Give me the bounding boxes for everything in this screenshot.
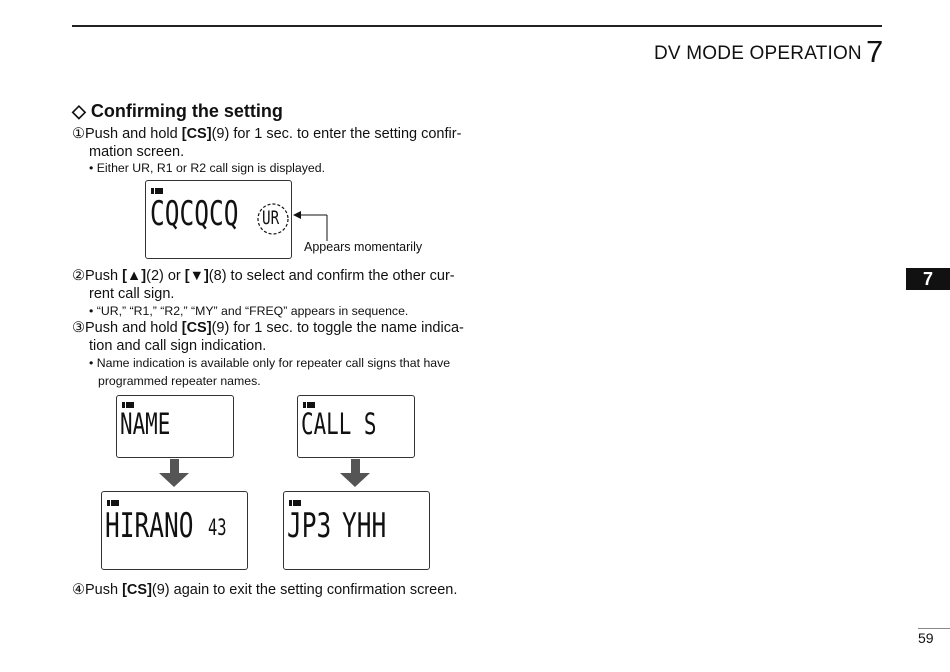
- footer-rule: [918, 628, 950, 629]
- down-arrow-head-icon: [340, 473, 370, 487]
- step-text: (2) or: [146, 268, 185, 284]
- key-label: [▼]: [184, 268, 209, 284]
- lcd-text: HIRANO: [105, 506, 194, 546]
- diamond-icon: ◇: [72, 101, 86, 121]
- key-label: [CS]: [122, 582, 152, 598]
- chapter-number: 7: [866, 34, 884, 69]
- section-title-text: Confirming the setting: [90, 101, 283, 121]
- callout-label: Appears momentarily: [304, 240, 423, 254]
- lcd-text: CQCQCQ: [150, 194, 239, 234]
- step-number: ①: [72, 126, 85, 142]
- step-3-continued: tion and call sign indication.: [89, 338, 267, 354]
- step-text: Push and hold: [85, 126, 182, 142]
- key-label: [▲]: [122, 268, 147, 284]
- step-1-note: • Either UR, R1 or R2 call sign is displayed.: [89, 161, 325, 175]
- step-1: [72, 125, 467, 143]
- step-text: (9) for 1 sec. to enter the setting confir-: [211, 126, 462, 142]
- lcd-text: CALL S: [301, 407, 377, 441]
- lcd-suffix: 43: [208, 516, 227, 541]
- down-arrow-icon: [170, 459, 179, 473]
- key-label: [CS]: [181, 320, 212, 336]
- lcd-display-1: [145, 180, 292, 259]
- key-label: [CS]: [181, 126, 212, 142]
- step-3-note: • Name indication is available only for repeater call signs that have: [89, 356, 451, 370]
- section-title: [72, 101, 283, 122]
- step-2-note: • “UR,” “R1,” “R2,” “MY” and “FREQ” appears in sequence.: [89, 304, 409, 318]
- step-number: ②: [72, 268, 85, 284]
- step-4: [72, 581, 472, 599]
- step-text: (9) for 1 sec. to toggle the name indica-: [211, 320, 464, 336]
- step-number: ④: [72, 582, 85, 598]
- page-number: 59: [918, 630, 934, 646]
- step-2-continued: rent call sign.: [89, 286, 175, 302]
- step-text: Push and hold: [85, 320, 182, 336]
- lcd-display-name: [116, 395, 234, 458]
- step-text: Push: [85, 268, 123, 284]
- down-arrow-icon: [351, 459, 360, 473]
- step-number: ③: [72, 320, 85, 336]
- chapter-title: DV MODE OPERATION: [654, 43, 862, 64]
- step-text: Push: [85, 582, 123, 598]
- step-text: (9) again to exit the setting confirmation screen.: [151, 582, 458, 598]
- step-2: [72, 267, 467, 285]
- chapter-tab: 7: [906, 268, 950, 290]
- lcd-display-call-sign: [297, 395, 415, 458]
- lcd-display-hirano: [101, 491, 248, 570]
- lcd-suffix: YHH: [342, 506, 387, 546]
- lcd-display-jp3: [283, 491, 430, 570]
- step-1-continued: mation screen.: [89, 144, 185, 160]
- down-arrow-head-icon: [159, 473, 189, 487]
- lcd-text: NAME: [120, 407, 171, 441]
- lcd-text: JP3: [287, 506, 332, 546]
- step-3: [72, 319, 467, 337]
- step-text: (8) to select and confirm the other cur-: [208, 268, 455, 284]
- header-rule: [72, 25, 882, 27]
- step-3-note-continued: programmed repeater names.: [98, 374, 261, 388]
- call-sign-type: UR: [262, 207, 280, 229]
